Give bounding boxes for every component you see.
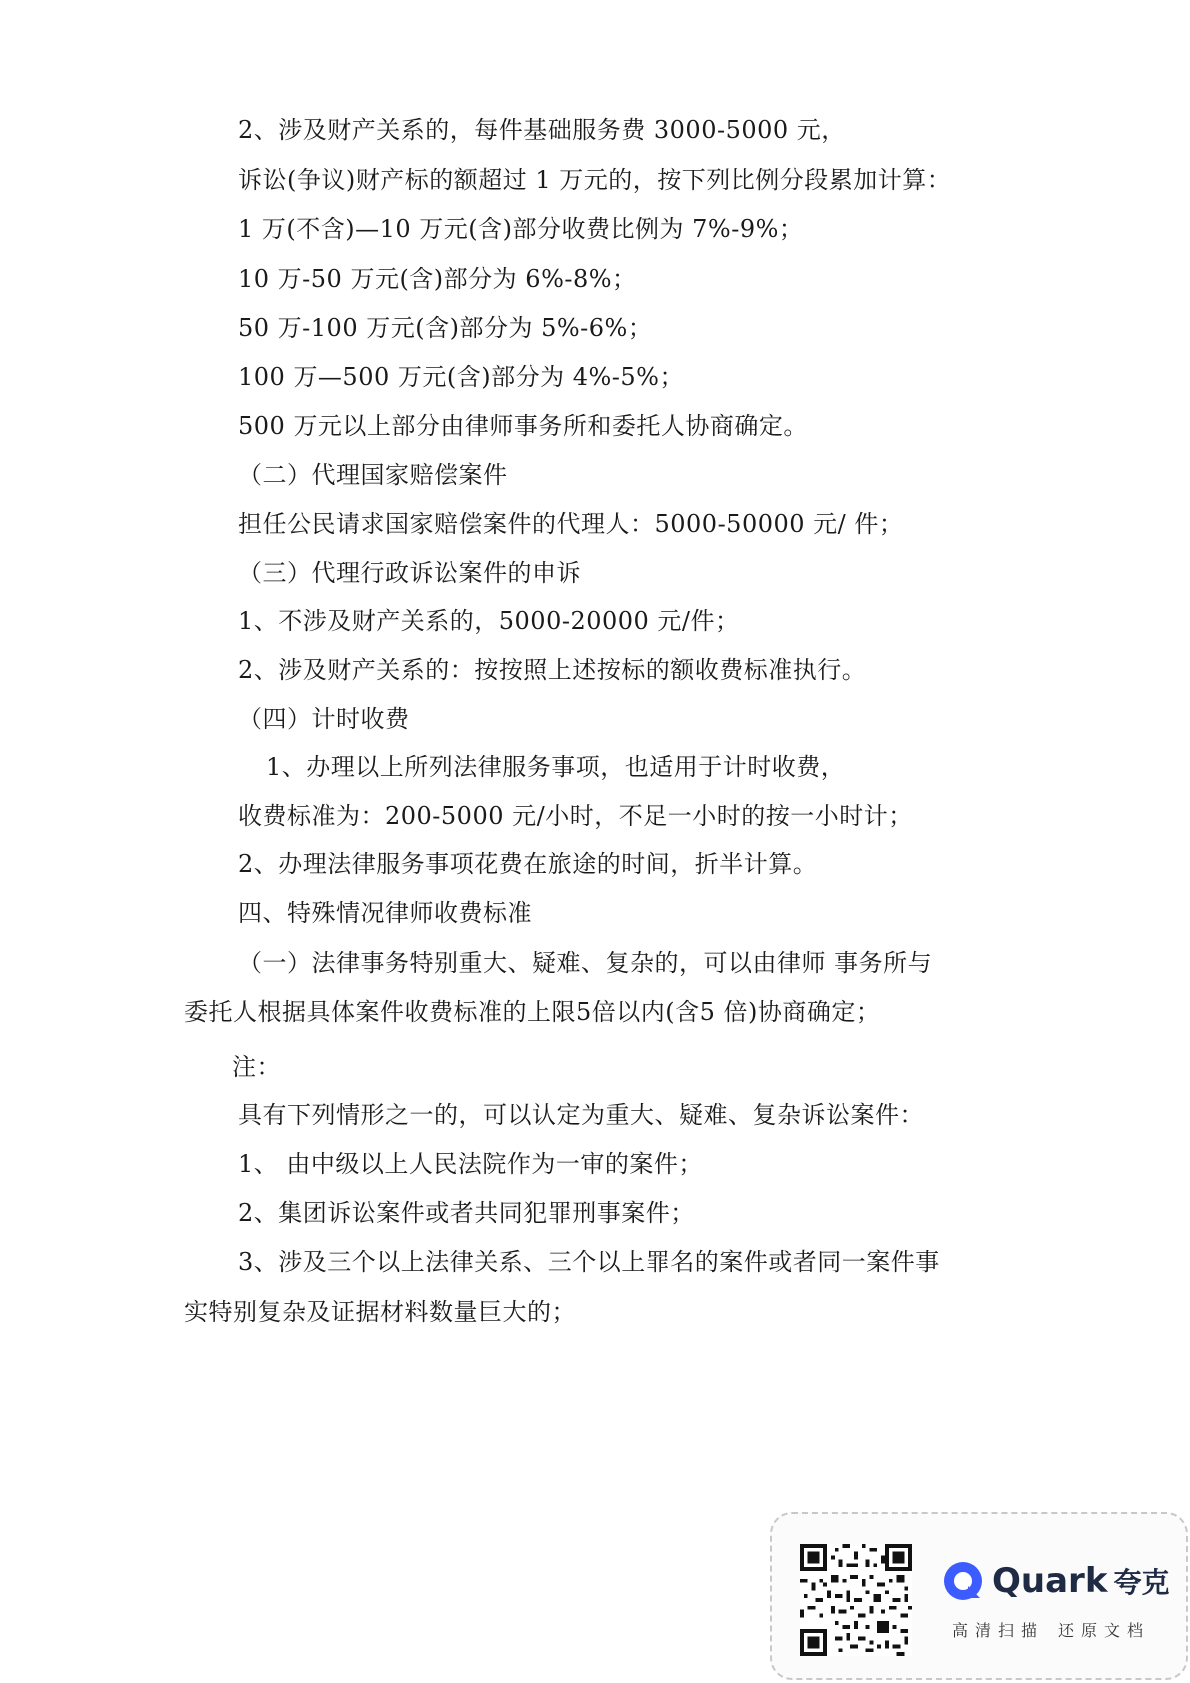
text-line: 委托人根据具体案件收费标准的上限5倍以内(含5 倍)协商确定； (184, 998, 881, 1026)
text-line: 2、集团诉讼案件或者共同犯罪刑事案件； (238, 1199, 695, 1227)
text-line: 3、涉及三个以上法律关系、三个以上罪名的案件或者同一案件事 (238, 1248, 940, 1276)
section-heading: （二）代理国家赔偿案件 (238, 461, 508, 489)
text-line: 收费标准为：200-5000 元/小时，不足一小时的按一小时计； (238, 802, 913, 830)
watermark-tagline (952, 1618, 1150, 1641)
text-line: 具有下列情形之一的，可以认定为重大、疑难、复杂诉讼案件： (238, 1101, 924, 1129)
text-line: 实特别复杂及证据材料数量巨大的； (184, 1298, 576, 1326)
text-line: 10 万-50 万元(含)部分为 6%-8%； (238, 265, 637, 293)
text-line: 1、办理以上所列法律服务事项，也适用于计时收费， (266, 753, 846, 781)
text-line: 50 万-100 万元(含)部分为 5%-6%； (238, 314, 653, 342)
qr-code-icon (800, 1544, 912, 1656)
tagline-right: 还原文档 (1058, 1621, 1151, 1640)
quark-brand (942, 1556, 1169, 1606)
text-line: （一）法律事务特别重大、疑难、复杂的，可以由律师 事务所与 (238, 949, 933, 977)
text-line: 500 万元以上部分由律师事务所和委托人协商确定。 (238, 412, 808, 440)
text-line: 1、不涉及财产关系的，5000-20000 元/件； (238, 607, 740, 635)
note-label: 注： (232, 1053, 281, 1081)
tagline-left: 高清扫描 (952, 1621, 1045, 1640)
section-heading: 四、特殊情况律师收费标准 (238, 899, 532, 927)
brand-name: Quark (992, 1561, 1108, 1601)
section-heading: （四）计时收费 (238, 705, 410, 733)
text-line: 诉讼(争议)财产标的额超过 1 万元的，按下列比例分段累加计算： (238, 166, 952, 194)
text-line: 1、 由中级以上人民法院作为一审的案件； (238, 1150, 703, 1178)
text-line: 100 万—500 万元(含)部分为 4%-5%； (238, 363, 684, 391)
text-line: 2、办理法律服务事项花费在旅途的时间，折半计算。 (238, 850, 818, 878)
brand-name-cn: 夸克 (1113, 1566, 1170, 1599)
text-line: 担任公民请求国家赔偿案件的代理人：5000-50000 元/ 件； (238, 510, 904, 538)
text-line: 2、涉及财产关系的，每件基础服务费 3000-5000 元， (238, 116, 846, 144)
section-heading: （三）代理行政诉讼案件的申诉 (238, 559, 581, 587)
text-line: 2、涉及财产关系的：按按照上述按标的额收费标准执行。 (238, 656, 867, 684)
quark-watermark (770, 1512, 1188, 1680)
quark-logo-icon (942, 1560, 984, 1602)
text-line: 1 万(不含)—10 万元(含)部分收费比例为 7%-9%； (238, 215, 804, 243)
